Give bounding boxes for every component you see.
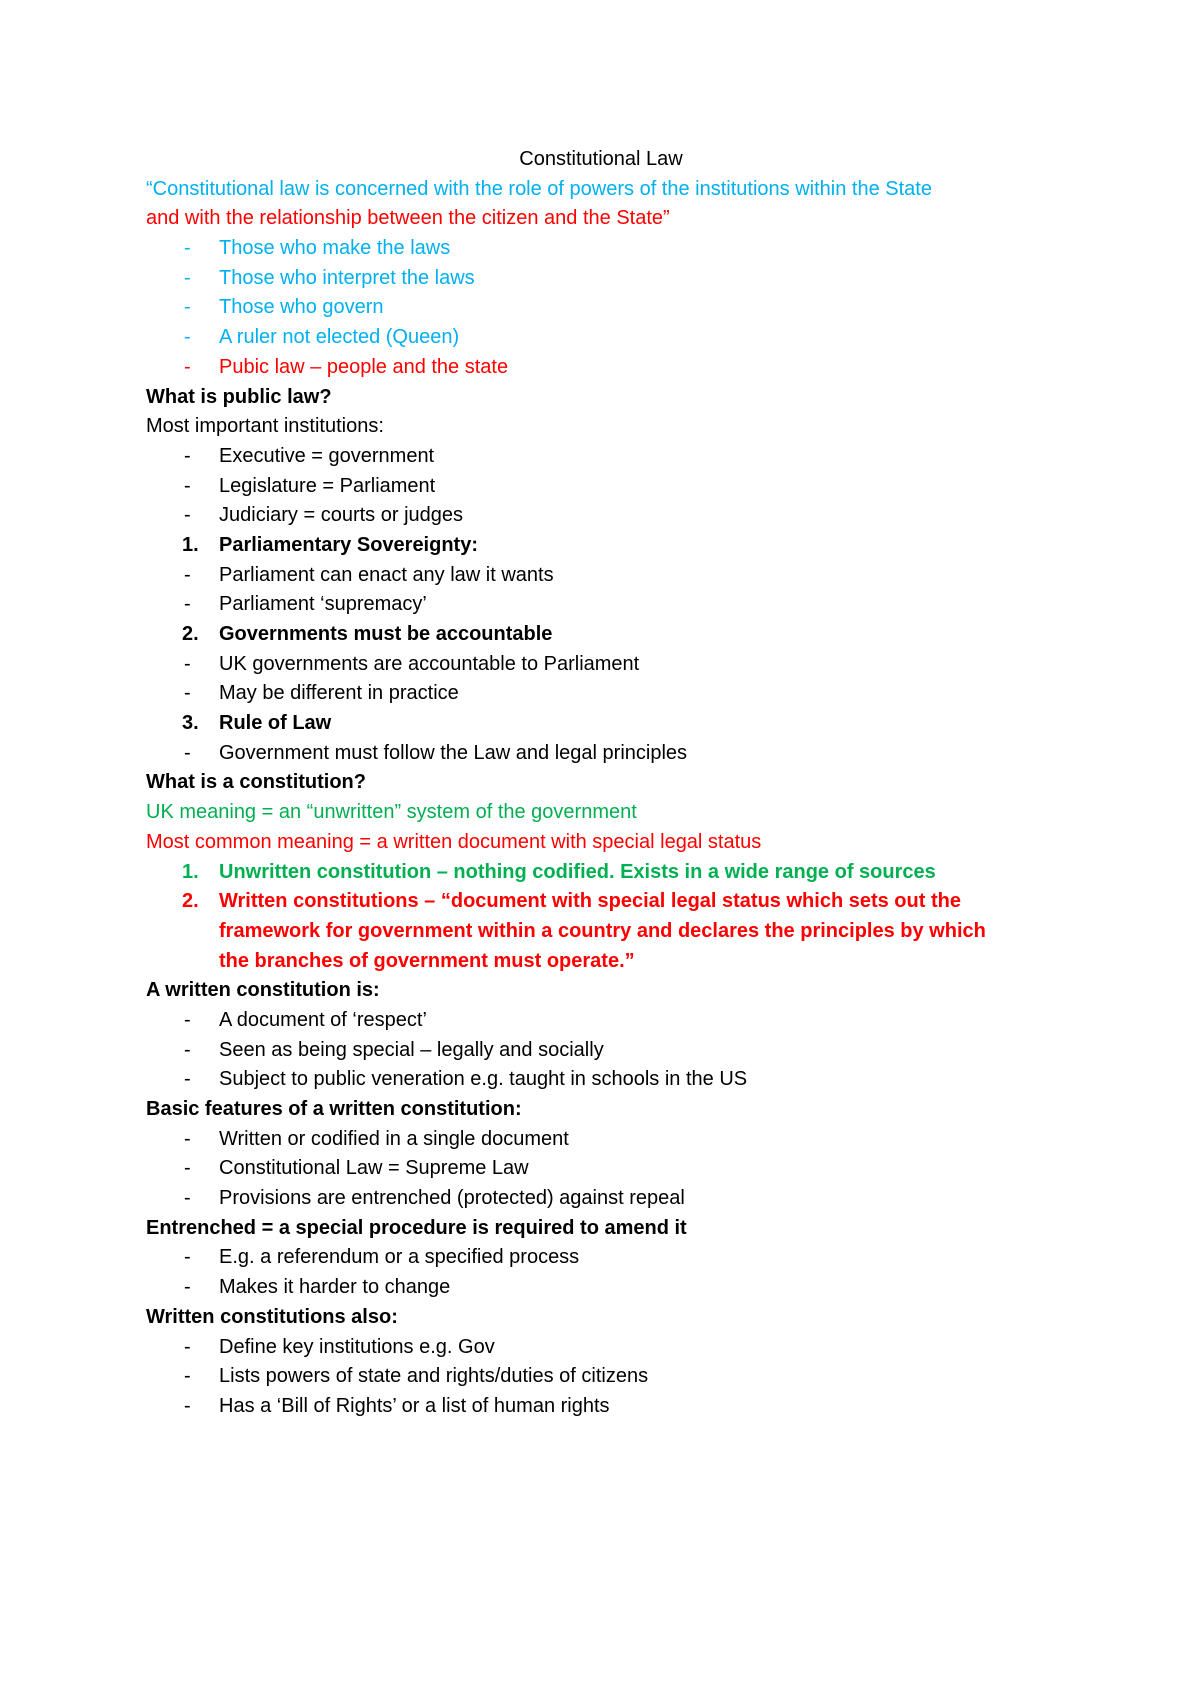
page-title: Constitutional Law	[519, 148, 683, 170]
list-item	[146, 472, 1056, 502]
numbered-item-continuation: the branches of government must operate.”	[219, 949, 635, 972]
list-number: 3.	[182, 712, 199, 735]
list-item-text: Lists powers of state and rights/duties of citizens	[219, 1365, 649, 1388]
dash-bullet: -	[184, 1038, 191, 1061]
list-item	[146, 1273, 1056, 1303]
list-item-text: Written or codified in a single document	[219, 1127, 569, 1150]
list-item	[146, 1184, 1056, 1214]
list-item	[146, 442, 1056, 472]
list-item	[146, 293, 1056, 323]
list-item	[146, 323, 1056, 353]
list-item-text: Subject to public veneration e.g. taught in schools in the US	[219, 1068, 748, 1091]
list-item	[146, 353, 1056, 383]
list-item	[146, 264, 1056, 294]
dash-bullet: -	[184, 1127, 191, 1150]
dash-bullet: -	[184, 444, 191, 467]
list-item-text: E.g. a referendum or a specified process	[219, 1246, 580, 1269]
dash-bullet: -	[184, 504, 191, 527]
numbered-item-text: Rule of Law	[219, 712, 332, 735]
dash-bullet: -	[184, 266, 191, 289]
list-item-text: Pubic law – people and the state	[219, 355, 509, 378]
list-item-text: UK governments are accountable to Parliament	[219, 652, 640, 675]
common-meaning: Most common meaning = a written document with special legal status	[146, 830, 762, 853]
list-number: 2.	[182, 890, 199, 913]
dash-bullet: -	[184, 1157, 191, 1180]
document-body	[146, 145, 1056, 1422]
list-item-text: Constitutional Law = Supreme Law	[219, 1157, 529, 1180]
dash-bullet: -	[184, 652, 191, 675]
list-item	[146, 1362, 1056, 1392]
dash-bullet: -	[184, 1008, 191, 1031]
dash-bullet: -	[184, 563, 191, 586]
dash-bullet: -	[184, 1365, 191, 1388]
list-item-text: Parliament can enact any law it wants	[219, 563, 554, 586]
dash-bullet: -	[184, 1187, 191, 1210]
list-item-text: Makes it harder to change	[219, 1276, 451, 1299]
list-item	[146, 234, 1056, 264]
list-item-text: Define key institutions e.g. Gov	[219, 1335, 495, 1358]
dash-bullet: -	[184, 682, 191, 705]
list-item	[146, 561, 1056, 591]
entrenched-heading: Entrenched = a special procedure is required to amend it	[146, 1216, 687, 1239]
list-item	[146, 1243, 1056, 1273]
list-item	[146, 1333, 1056, 1363]
quote-line-1: “Constitutional law is concerned with the role of powers of the institutions within the State	[146, 177, 932, 200]
numbered-item	[146, 531, 1056, 561]
dash-bullet: -	[184, 474, 191, 497]
list-item-text: Judiciary = courts or judges	[219, 504, 464, 527]
dash-bullet: -	[184, 296, 191, 319]
list-item	[146, 1392, 1056, 1422]
list-item	[146, 1125, 1056, 1155]
list-item-text: Provisions are entrenched (protected) against repeal	[219, 1187, 685, 1210]
institutions-heading: Most important institutions:	[146, 415, 384, 438]
features-heading: Basic features of a written constitution:	[146, 1098, 522, 1120]
dash-bullet: -	[184, 741, 191, 764]
list-item-text: Legislature = Parliament	[219, 474, 436, 497]
list-item-text: May be different in practice	[219, 682, 459, 705]
list-item-text: Those who make the laws	[219, 237, 451, 260]
question-constitution: What is a constitution?	[146, 771, 366, 794]
numbered-item-continuation: framework for government within a country and declares the principles by which	[219, 919, 986, 942]
numbered-item-text: Unwritten constitution – nothing codified. Exists in a wide range of sources	[219, 860, 936, 883]
numbered-item-text: Parliamentary Sovereignty:	[219, 533, 478, 556]
list-item-text: Those who interpret the laws	[219, 266, 475, 289]
list-item-text: Parliament ‘supremacy’	[219, 593, 427, 616]
dash-bullet: -	[184, 593, 191, 616]
list-item	[146, 739, 1056, 769]
list-item	[146, 1154, 1056, 1184]
numbered-item	[146, 858, 1056, 888]
numbered-item	[146, 887, 1056, 917]
list-item-text: Seen as being special – legally and socially	[219, 1038, 604, 1061]
written-is-heading: A written constitution is:	[146, 979, 380, 1002]
list-item	[146, 1006, 1056, 1036]
dash-bullet: -	[184, 326, 191, 349]
list-number: 2.	[182, 623, 199, 645]
list-item-text: Those who govern	[219, 296, 384, 319]
dash-bullet: -	[184, 1068, 191, 1091]
list-item-text: A ruler not elected (Queen)	[219, 326, 460, 349]
list-item-text: Has a ‘Bill of Rights’ or a list of human rights	[219, 1394, 610, 1417]
list-item-text: A document of ‘respect’	[219, 1008, 427, 1031]
quote-line-2: and with the relationship between the citizen and the State”	[146, 207, 670, 230]
list-number: 1.	[182, 533, 199, 556]
dash-bullet: -	[184, 1335, 191, 1358]
uk-meaning: UK meaning = an “unwritten” system of the government	[146, 801, 637, 824]
list-item	[146, 1065, 1056, 1095]
list-item	[146, 501, 1056, 531]
list-item-text: Government must follow the Law and legal principles	[219, 741, 688, 764]
list-item	[146, 590, 1056, 620]
also-heading: Written constitutions also:	[146, 1305, 398, 1328]
dash-bullet: -	[184, 1246, 191, 1269]
numbered-item-text: Governments must be accountable	[219, 623, 553, 645]
dash-bullet: -	[184, 355, 191, 378]
list-item	[146, 679, 1056, 709]
numbered-item	[146, 620, 1056, 650]
list-item	[146, 650, 1056, 680]
numbered-item-text: Written constitutions – “document with special legal status which sets out the	[219, 890, 961, 913]
list-item	[146, 1036, 1056, 1066]
list-item-text: Executive = government	[219, 444, 435, 467]
dash-bullet: -	[184, 237, 191, 260]
dash-bullet: -	[184, 1276, 191, 1299]
numbered-item	[146, 709, 1056, 739]
list-number: 1.	[182, 860, 199, 883]
question-public-law: What is public law?	[146, 385, 332, 408]
dash-bullet: -	[184, 1394, 191, 1417]
